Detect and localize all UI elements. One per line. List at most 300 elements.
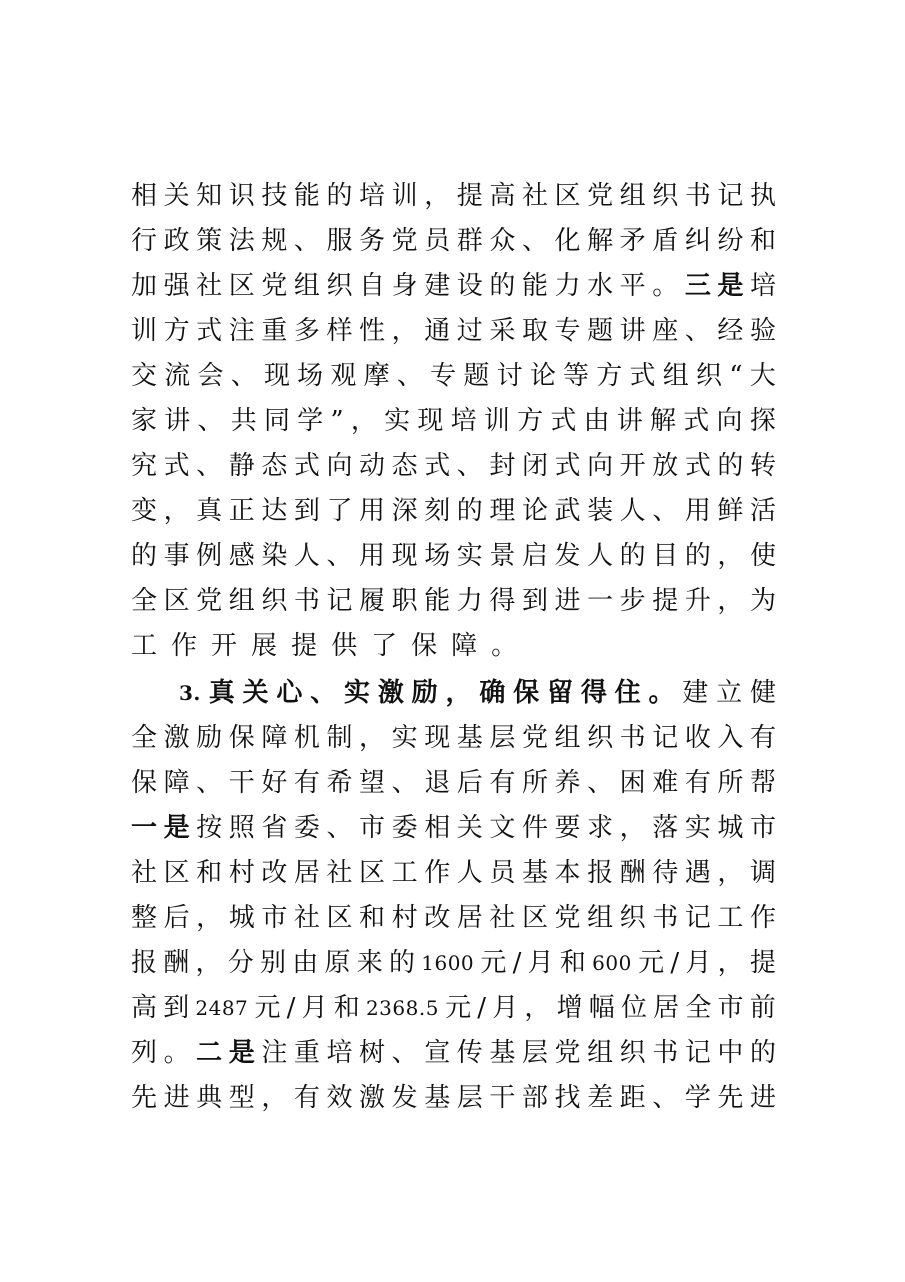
text-char: 建 (424, 271, 451, 301)
text-char: ， (163, 496, 190, 526)
text-char: 记 (326, 586, 353, 616)
text-line (131, 354, 776, 399)
text-char: 社 (131, 858, 158, 888)
text-char: 采 (489, 316, 516, 346)
text-line (131, 671, 776, 716)
text-char: 务 (359, 226, 386, 256)
text-char: 法 (228, 226, 255, 256)
text-char: 区 (359, 858, 386, 888)
text-char: 、 (196, 768, 223, 798)
text-char: 、 (230, 361, 257, 391)
text-line (131, 579, 776, 624)
text-char: 能 (424, 586, 451, 616)
text-char: 实 (384, 406, 411, 436)
text-char: 发 (391, 1083, 418, 1113)
text-char: 原 (324, 948, 351, 978)
text-char: 自 (359, 271, 386, 301)
text-char: 向 (587, 451, 614, 481)
text-char: 元 (480, 948, 507, 978)
text-char: 闭 (521, 451, 548, 481)
text-char: 收 (684, 723, 711, 753)
text-char: 执 (749, 181, 776, 211)
text-char: / (477, 993, 487, 1023)
text-char: 方 (163, 316, 190, 346)
text-char: 退 (424, 768, 451, 798)
text-char: 来 (356, 948, 383, 978)
text-char: 经 (717, 316, 744, 346)
text-char: 有 (749, 723, 776, 753)
text-char: 纷 (717, 226, 744, 256)
text-char: 困 (619, 768, 646, 798)
emphasis-char: 激 (377, 678, 404, 708)
text-char: 到 (163, 993, 190, 1023)
text-char: 训 (131, 316, 158, 346)
text-char: 织 (652, 181, 679, 211)
emphasis-char: 是 (228, 1038, 255, 1068)
text-char: 组 (293, 271, 320, 301)
text-char: 和 (749, 226, 776, 256)
text-char: 提 (456, 181, 483, 211)
text-char: 元 (638, 948, 665, 978)
text-char: 党 (391, 226, 418, 256)
text-char: 组 (228, 586, 255, 616)
text-char: 、 (521, 226, 548, 256)
text-char: 方 (596, 361, 623, 391)
text-char: 观 (330, 361, 357, 391)
text-char: 作 (424, 858, 451, 888)
emphasis-char: 真 (208, 678, 235, 708)
text-char: 记 (684, 1038, 711, 1068)
text-char: 讲 (619, 316, 646, 346)
text-char: 望 (359, 768, 386, 798)
text-char: 履 (359, 586, 386, 616)
text-char: 能 (521, 271, 548, 301)
text-char: 座 (652, 316, 679, 346)
text-char: 全 (131, 723, 158, 753)
text-char: 景 (489, 541, 516, 571)
text-char: 组 (554, 723, 581, 753)
text-char: 求 (587, 813, 614, 843)
text-char: 党 (554, 903, 581, 933)
text-char: 现 (263, 361, 290, 391)
text-char: 式 (293, 451, 320, 481)
text-char: 的 (619, 541, 646, 571)
text-char: 向 (716, 406, 743, 436)
text-char: 等 (563, 361, 590, 391)
text-char: 讲 (616, 406, 643, 436)
text-char: 。 (163, 1038, 190, 1068)
text-char: 政 (163, 226, 190, 256)
text-char: 升 (684, 586, 711, 616)
text-line (131, 986, 776, 1031)
text-char: 、 (326, 813, 353, 843)
text-char: 和 (559, 948, 586, 978)
text-char: 后 (456, 768, 483, 798)
text-char: ， (350, 406, 377, 436)
text-char: 重 (293, 1038, 320, 1068)
text-char: 社 (293, 903, 320, 933)
text-char: 步 (619, 586, 646, 616)
text-char: ， (619, 813, 646, 843)
text-char: 武 (554, 496, 581, 526)
text-char: 、 (396, 361, 423, 391)
text-char: 作 (749, 903, 776, 933)
text-line (131, 1031, 776, 1076)
text-char: 市 (749, 813, 776, 843)
text-char: 人 (619, 496, 646, 526)
text-char: 论 (529, 361, 556, 391)
text-char: 向 (326, 451, 353, 481)
text-char: 市 (717, 993, 744, 1023)
text-char: 关 (456, 813, 483, 843)
text-char: 树 (359, 1038, 386, 1068)
text-char: 。 (652, 271, 679, 301)
text-char: 题 (587, 316, 614, 346)
text-line (131, 534, 776, 579)
text-char: 村 (391, 903, 418, 933)
text-char: 深 (391, 496, 418, 526)
text-char: 、 (391, 768, 418, 798)
text-char: 感 (228, 541, 255, 571)
text-char: 市 (359, 813, 386, 843)
text-char: 策 (196, 226, 223, 256)
text-char: 社 (521, 181, 548, 211)
number-run: 2368.5 (365, 996, 439, 1020)
text-line (131, 1076, 776, 1121)
text-char: 、 (456, 451, 483, 481)
text-char: 委 (391, 813, 418, 843)
text-char: 服 (326, 226, 353, 256)
text-char: 盾 (652, 226, 679, 256)
text-char: 和 (359, 903, 386, 933)
text-char: 、 (326, 541, 353, 571)
text-char: 城 (228, 903, 255, 933)
text-char: 区 (554, 181, 581, 211)
text-char: 培 (359, 181, 386, 211)
text-char: 现 (391, 541, 418, 571)
text-char: 使 (749, 541, 776, 571)
text-char: 场 (424, 541, 451, 571)
text-char: 基 (521, 858, 548, 888)
text-char: 方 (517, 406, 544, 436)
text-char: 的 (684, 541, 711, 571)
text-char: 变 (131, 496, 158, 526)
body-text (131, 174, 776, 1121)
text-char: 文 (489, 813, 516, 843)
text-char: 实 (684, 813, 711, 843)
text-char: 层 (521, 1038, 548, 1068)
text-char: 学 (684, 1083, 711, 1113)
text-char: 居 (653, 993, 680, 1023)
text-char: 摩 (363, 361, 390, 391)
text-char: 调 (749, 858, 776, 888)
text-char: 干 (228, 768, 255, 798)
text-line (131, 806, 776, 851)
text-line (131, 761, 776, 806)
text-char: 组 (587, 1038, 614, 1068)
text-char: 有 (489, 768, 516, 798)
text-char: 典 (196, 1083, 223, 1113)
text-char: 月 (685, 948, 712, 978)
text-char: 健 (749, 678, 776, 708)
text-line (131, 264, 776, 309)
text-char: 众 (489, 226, 516, 256)
text-char: 群 (456, 226, 483, 256)
text-char: 用 (359, 496, 386, 526)
text-char: ， (717, 541, 744, 571)
text-char: 场 (297, 361, 324, 391)
text-char: 。 (491, 631, 518, 661)
text-char: 所 (521, 768, 548, 798)
text-char: 党 (196, 586, 223, 616)
text-char: 记 (717, 181, 744, 211)
text-char: 后 (163, 903, 190, 933)
number-run: 600 (592, 951, 632, 975)
text-char: 注 (261, 1038, 288, 1068)
text-char: 到 (293, 496, 320, 526)
text-char: 事 (163, 541, 190, 571)
text-char: 报 (131, 948, 158, 978)
text-char: 流 (164, 361, 191, 391)
text-char: 有 (293, 1083, 320, 1113)
text-char: 了 (326, 496, 353, 526)
text-char: 区 (521, 903, 548, 933)
text-char: 宣 (424, 1038, 451, 1068)
text-char: 现 (417, 406, 444, 436)
text-char: 书 (619, 723, 646, 753)
text-char: 社 (326, 858, 353, 888)
text-char: 的 (717, 451, 744, 481)
text-char: 封 (489, 451, 516, 481)
text-char: 织 (619, 1038, 646, 1068)
text-char: 静 (228, 451, 255, 481)
text-char: 有 (293, 768, 320, 798)
text-char: ， (524, 993, 551, 1023)
text-line (131, 896, 776, 941)
text-char: / (286, 993, 296, 1023)
text-char: 组 (619, 181, 646, 211)
text-char: 待 (652, 858, 679, 888)
text-char: 强 (163, 271, 190, 301)
text-char: 报 (587, 858, 614, 888)
text-char: 、 (293, 226, 320, 256)
text-char: / (512, 948, 522, 978)
text-char: 启 (521, 541, 548, 571)
emphasis-char: 励 (411, 678, 438, 708)
text-char: 供 (331, 631, 358, 661)
text-char: 月 (301, 993, 328, 1023)
text-char: 织 (261, 586, 288, 616)
text-char: 纠 (684, 226, 711, 256)
text-char: 城 (717, 813, 744, 843)
text-char: 市 (261, 903, 288, 933)
text-char: 保 (228, 723, 255, 753)
text-char: 激 (163, 723, 190, 753)
text-char: 月 (492, 993, 519, 1023)
text-char: 励 (196, 723, 223, 753)
text-char: 大 (749, 361, 776, 391)
text-char: ， (391, 316, 418, 346)
emphasis-char: 关 (242, 678, 269, 708)
text-char: 要 (554, 813, 581, 843)
emphasis-char: 留 (546, 678, 573, 708)
text-char: 培 (450, 406, 477, 436)
text-char: 改 (424, 903, 451, 933)
text-char: 本 (554, 858, 581, 888)
emphasis-char: 、 (310, 678, 337, 708)
text-char: ， (261, 1083, 288, 1113)
text-char: 前 (749, 993, 776, 1023)
text-char: 例 (196, 541, 223, 571)
text-char: 、 (587, 768, 614, 798)
text-char: 障 (261, 723, 288, 753)
text-line (131, 716, 776, 761)
text-char: ， (717, 858, 744, 888)
text-char: 层 (489, 723, 516, 753)
text-char: 有 (684, 768, 711, 798)
text-char: 和 (196, 858, 223, 888)
text-char: 落 (652, 813, 679, 843)
text-char: 进 (749, 1083, 776, 1113)
text-char: 达 (261, 496, 288, 526)
text-char: 取 (521, 316, 548, 346)
text-char: 制 (326, 723, 353, 753)
text-char: 所 (717, 768, 744, 798)
text-char: 区 (163, 586, 190, 616)
text-char: 障 (451, 631, 478, 661)
emphasis-char: 确 (479, 678, 506, 708)
text-char: 传 (456, 1038, 483, 1068)
text-char: 进 (554, 586, 581, 616)
text-char: 基 (456, 723, 483, 753)
text-line (131, 174, 776, 219)
text-char: 别 (260, 948, 287, 978)
text-char: 区 (228, 271, 255, 301)
text-char: 立 (716, 678, 743, 708)
text-char: ， (717, 948, 744, 978)
text-char: 全 (685, 993, 712, 1023)
text-char: 多 (293, 316, 320, 346)
text-char: 动 (359, 451, 386, 481)
text-char: 、 (196, 451, 223, 481)
text-char: 职 (391, 586, 418, 616)
number-run: 3. (179, 681, 201, 705)
text-line (131, 941, 776, 986)
text-char: 式 (163, 451, 190, 481)
text-line (131, 219, 776, 264)
text-char: ” (330, 406, 344, 436)
text-char: 部 (521, 1083, 548, 1113)
text-line (131, 489, 776, 534)
text-char: 态 (261, 451, 288, 481)
text-char: 工 (717, 903, 744, 933)
text-char: 整 (131, 903, 158, 933)
text-char: 关 (163, 181, 190, 211)
text-char: 由 (583, 406, 610, 436)
emphasis-char: 。 (648, 678, 675, 708)
text-char: 目 (652, 541, 679, 571)
text-char: 矛 (619, 226, 646, 256)
text-char: 障 (163, 768, 190, 798)
text-char: 员 (424, 226, 451, 256)
text-char: 养 (554, 768, 581, 798)
text-char: 元 (254, 993, 281, 1023)
text-char: 织 (695, 361, 722, 391)
paragraph (131, 671, 776, 1121)
text-char: 水 (587, 271, 614, 301)
text-char: 织 (587, 723, 614, 753)
text-char: 正 (228, 496, 255, 526)
text-char: 式 (683, 406, 710, 436)
emphasis-char: 住 (614, 678, 641, 708)
text-char: 讨 (496, 361, 523, 391)
text-line (131, 624, 776, 669)
text-char: 鲜 (717, 496, 744, 526)
text-char: 书 (684, 181, 711, 211)
text-char: 化 (554, 226, 581, 256)
text-char: 村 (228, 858, 255, 888)
text-char: 高 (489, 181, 516, 211)
text-char: 希 (326, 768, 353, 798)
text-char: 遇 (684, 858, 711, 888)
text-char: 会 (197, 361, 224, 391)
text-char: 探 (749, 406, 776, 436)
emphasis-char: 得 (580, 678, 607, 708)
text-char: 题 (463, 361, 490, 391)
text-char: 委 (293, 813, 320, 843)
text-char: 进 (163, 1083, 190, 1113)
text-char: 增 (556, 993, 583, 1023)
text-char: 工 (391, 858, 418, 888)
text-char: 刻 (424, 496, 451, 526)
text-char: 先 (131, 1083, 158, 1113)
text-char: 重 (261, 316, 288, 346)
text-char: 式 (684, 451, 711, 481)
text-char: 幅 (588, 993, 615, 1023)
text-char: 作 (171, 631, 198, 661)
text-char: 分 (227, 948, 254, 978)
text-char: 通 (424, 316, 451, 346)
text-char: 提 (291, 631, 318, 661)
text-char: 保 (131, 768, 158, 798)
text-char: 件 (521, 813, 548, 843)
text-char: 式 (424, 451, 451, 481)
text-line (131, 309, 776, 354)
text-char: 训 (483, 406, 510, 436)
text-char: 人 (587, 541, 614, 571)
text-char: 验 (749, 316, 776, 346)
text-char: 效 (326, 1083, 353, 1113)
text-char: 平 (619, 271, 646, 301)
text-char: 激 (359, 1083, 386, 1113)
text-char: 党 (587, 181, 614, 211)
text-char: 实 (391, 723, 418, 753)
text-char: 组 (587, 903, 614, 933)
text-char: 规 (261, 226, 288, 256)
text-char: 好 (261, 768, 288, 798)
text-char: 学 (297, 406, 324, 436)
text-char: 员 (489, 858, 516, 888)
text-char: 组 (662, 361, 689, 391)
text-char: 中 (717, 1038, 744, 1068)
number-run: 2487 (195, 996, 249, 1020)
text-char: 身 (391, 271, 418, 301)
text-char: 区 (326, 903, 353, 933)
text-char: 开 (619, 451, 646, 481)
text-char: 由 (292, 948, 319, 978)
text-char: 到 (521, 586, 548, 616)
text-char: 家 (131, 406, 158, 436)
